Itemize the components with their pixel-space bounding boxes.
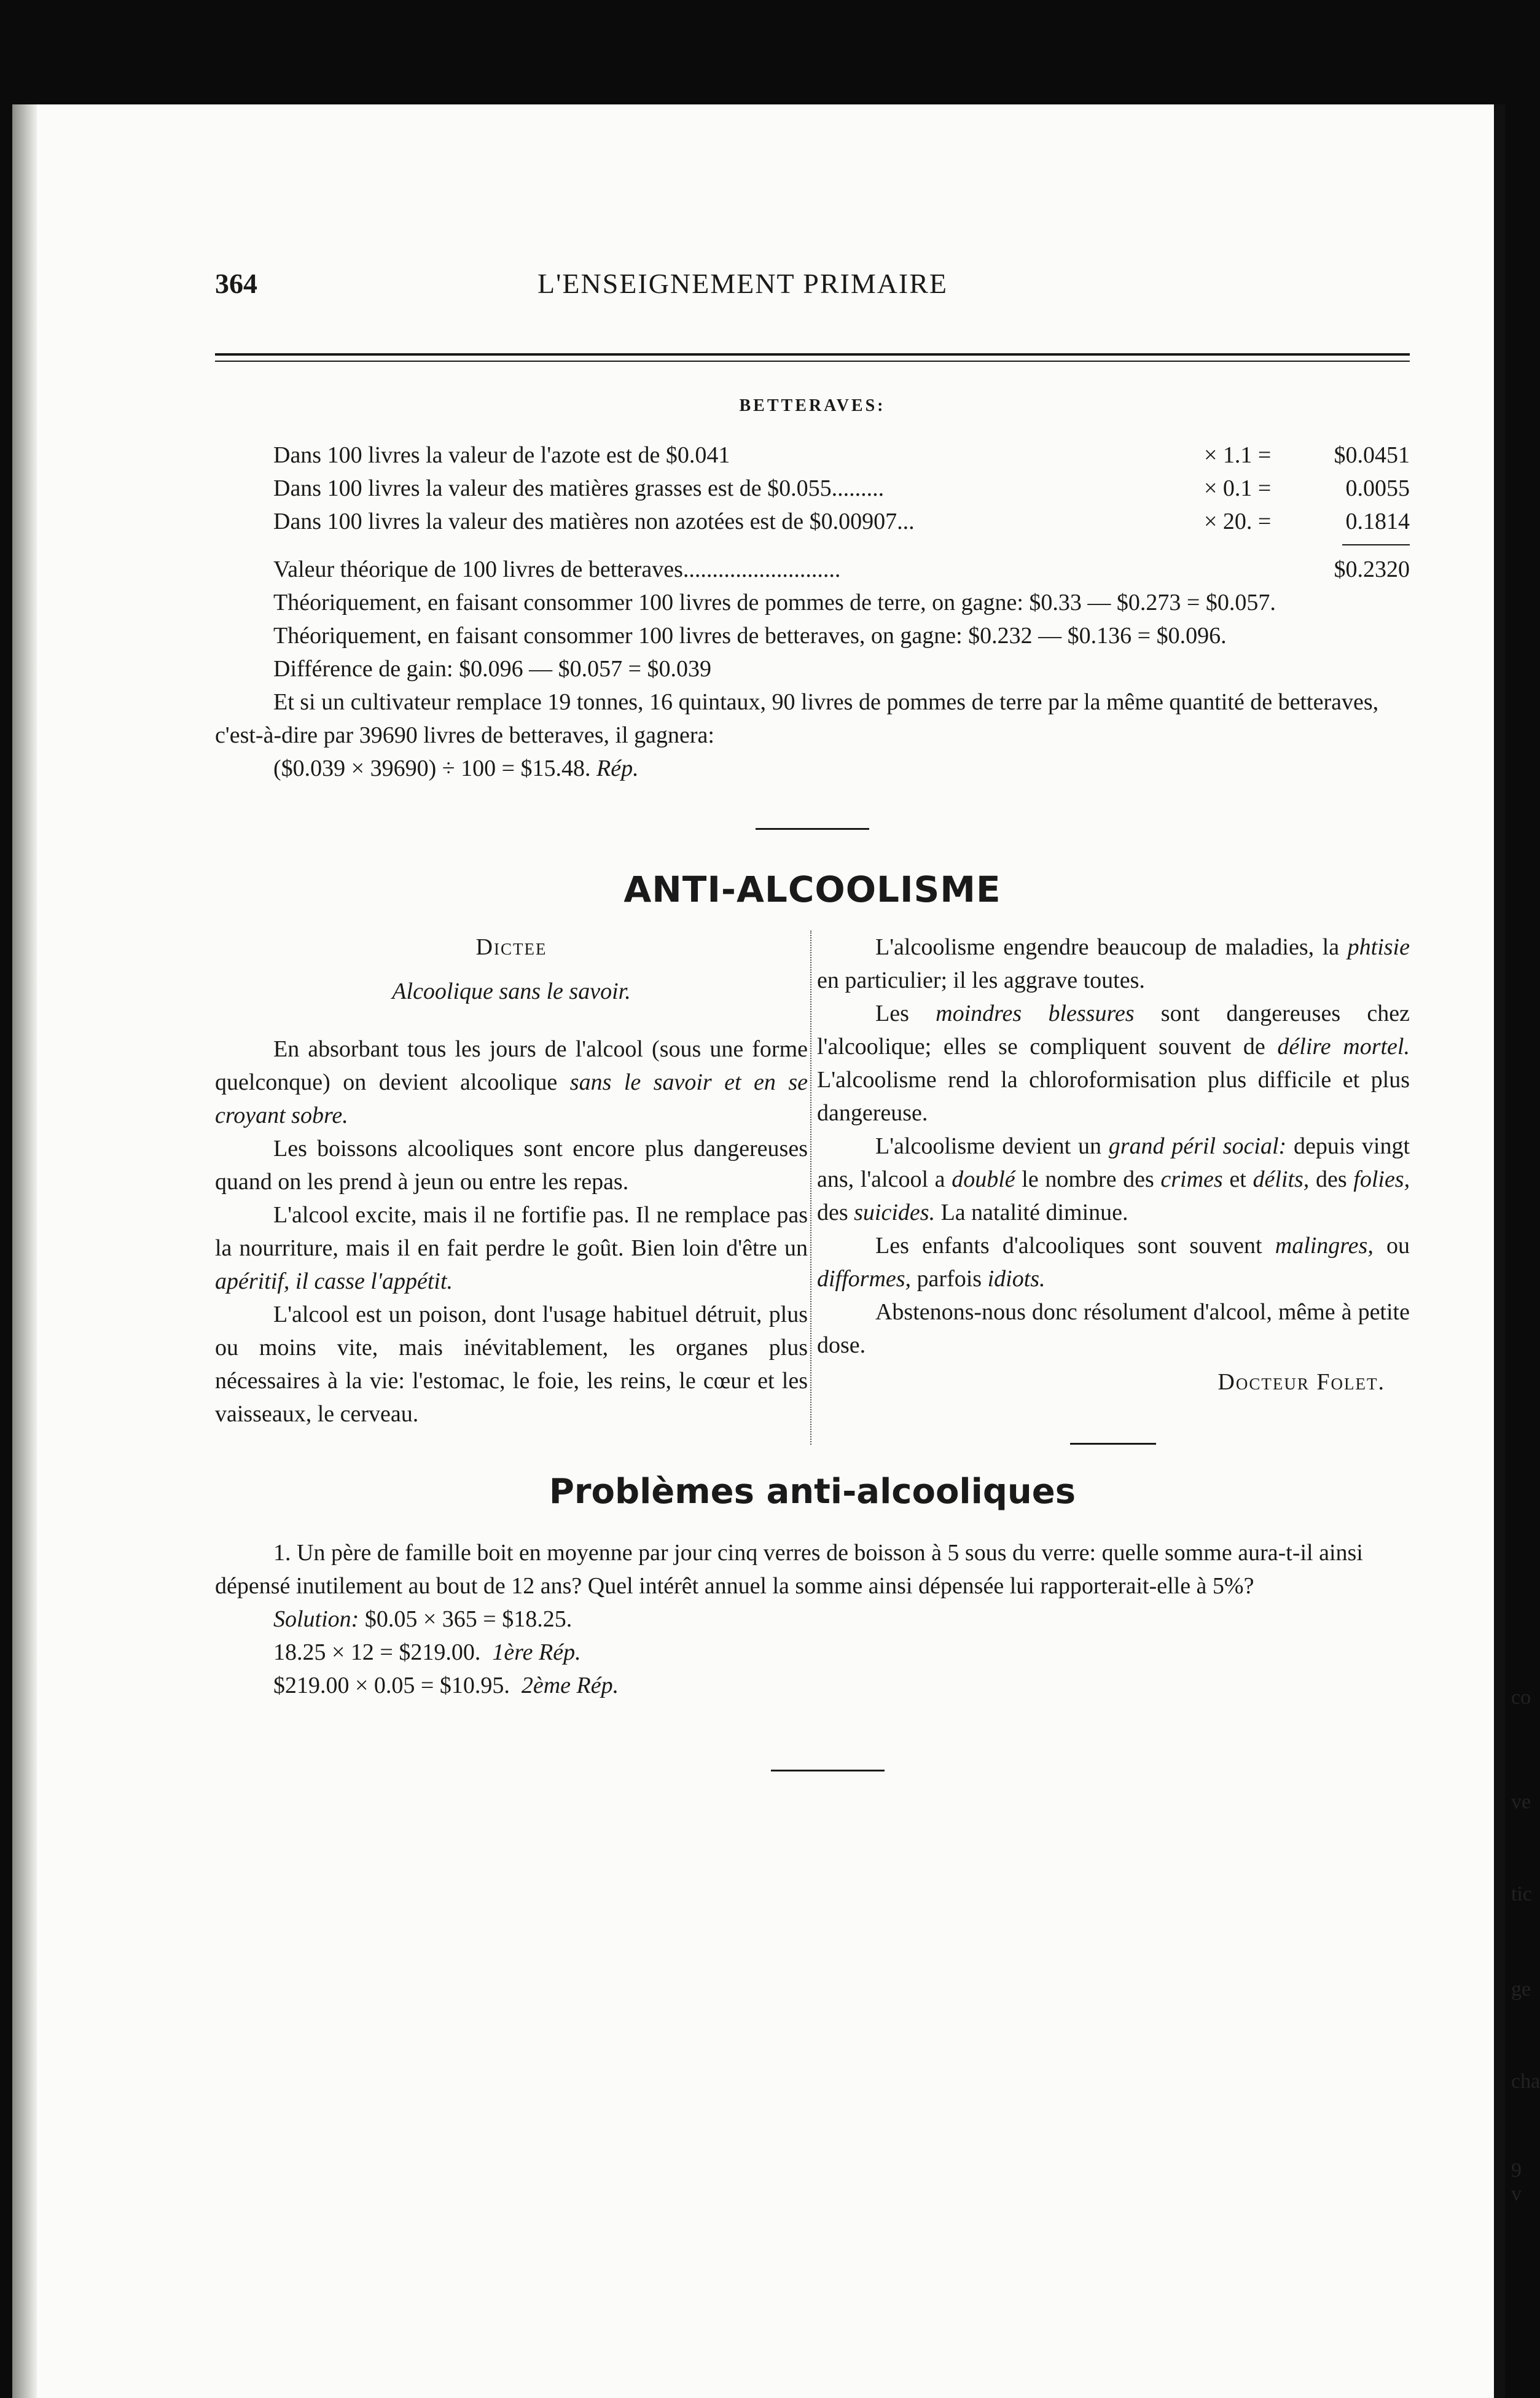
- solution-rep: 2ème Rép.: [521, 1673, 619, 1698]
- header-rule: [215, 353, 1410, 356]
- page-number: 364: [215, 268, 257, 299]
- italic-text: phtisie: [1347, 934, 1410, 960]
- calc-row: [215, 505, 1410, 538]
- paragraph: Théoriquement, en faisant consommer 100 livres de pommes de terre, on gagne: $0.33 — $0.273 = $0.057.: [273, 590, 1276, 615]
- header-rule-thin: [215, 361, 1410, 362]
- margin-fragment: cha: [1511, 2070, 1540, 2093]
- left-column: [215, 931, 808, 1445]
- italic-text: idiots.: [987, 1266, 1046, 1292]
- solution-line: [215, 1603, 1410, 1636]
- two-columns: [215, 931, 1410, 1445]
- margin-fragment: 9 v: [1511, 2159, 1522, 2205]
- column-divider: [810, 931, 813, 1445]
- page-content: [215, 267, 1410, 1771]
- text: ou: [1386, 1233, 1410, 1259]
- italic-text: doublé: [952, 1166, 1015, 1192]
- solution-text: 18.25 × 12 = $219.00.: [273, 1639, 481, 1665]
- italic-text: délire mortel.: [1277, 1034, 1410, 1060]
- total-row: [215, 553, 1410, 586]
- column-end-rule: [1070, 1443, 1156, 1445]
- sum-rule: [1342, 544, 1410, 545]
- italic-text: malingres,: [1275, 1233, 1374, 1259]
- text: Les enfants d'alcooliques sont souvent: [875, 1233, 1262, 1259]
- margin-fragment: tic: [1511, 1883, 1532, 1905]
- calc-row: [215, 439, 1410, 472]
- solution-text: $0.05 × 365 = $18.25.: [364, 1606, 573, 1632]
- paragraph: Abstenons-nous donc résolument d'alcool, même à petite dose.: [816, 1299, 1410, 1358]
- signature: Docteur Folet.: [1218, 1369, 1385, 1395]
- text: des: [1315, 1166, 1347, 1192]
- calc-result: $0.0451: [1334, 442, 1410, 468]
- anti-alcoolisme-title: ANTI-ALCOOLISME: [623, 869, 1001, 910]
- italic-text: apéritif, il casse l'appétit.: [215, 1268, 453, 1294]
- total-label: Valeur théorique de 100 livres de betteraves...........................: [273, 557, 841, 582]
- paragraph: Les boissons alcooliques sont encore plus dangereuses quand on les prend à jeun ou entre les repas.: [215, 1136, 808, 1195]
- calc-mult: × 0.1 =: [1204, 475, 1272, 501]
- italic-text: sans le savoir et en se croyant sobre.: [215, 1069, 808, 1128]
- solution-label: Solution:: [273, 1606, 359, 1632]
- betteraves-label: BETTERAVES:: [739, 396, 886, 415]
- italic-text: folies,: [1353, 1166, 1410, 1192]
- italic-text: difformes,: [816, 1266, 912, 1292]
- calc-row: [215, 472, 1410, 505]
- total-value: $0.2320: [1334, 557, 1410, 582]
- text: L'alcoolisme devient un: [875, 1133, 1101, 1159]
- calc-result: 0.1814: [1345, 509, 1410, 534]
- paragraph: Et si un cultivateur remplace 19 tonnes, 16 quintaux, 90 livres de pommes de terre par la même quantité de betteraves, c'est-à-dire par 39690 livres de betteraves, il gagnera:: [215, 689, 1379, 748]
- solution-line: [215, 1669, 1410, 1702]
- text: parfois: [917, 1266, 982, 1292]
- margin-fragment: ge: [1511, 1978, 1531, 2001]
- text: La natalité diminue.: [940, 1200, 1128, 1225]
- problem-statement: 1. Un père de famille boit en moyenne par jour cinq verres de boisson à 5 sous du verre: quelle somme aura-t-il ainsi dépensé inutilement au bout de 12 ans? Quel intérêt annuel la somme ainsi dépensée lui rapporterait-elle à 5%?: [215, 1540, 1363, 1599]
- calc-mult: × 20. =: [1204, 509, 1272, 534]
- paragraph: Différence de gain: $0.096 — $0.057 = $0.039: [273, 656, 712, 682]
- formula: [215, 752, 1410, 785]
- calc-text: Dans 100 livres la valeur des matières grasses est de $0.055.........: [273, 475, 885, 501]
- italic-text: délits,: [1253, 1166, 1310, 1192]
- margin-fragment: co: [1511, 1686, 1531, 1709]
- calc-text: Dans 100 livres la valeur de l'azote est de $0.041: [273, 442, 730, 468]
- italic-text: crimes: [1160, 1166, 1223, 1192]
- text: le nombre des: [1022, 1166, 1154, 1192]
- page-spine: [12, 104, 37, 2398]
- right-column: [816, 931, 1410, 1445]
- running-header: [215, 267, 1410, 310]
- paragraph: [817, 1229, 1410, 1295]
- paragraph: Théoriquement, en faisant consommer 100 livres de betteraves, on gagne: $0.232 — $0.136 = $0.096.: [273, 623, 1227, 649]
- text: sont dangereuses chez l'alcoolique; elles se compliquent souvent de: [816, 1001, 1410, 1060]
- text: En absorbant tous les jours de l'alcool (sous une forme quelconque) on devient alcoolique: [215, 1036, 808, 1095]
- section-rule: [756, 828, 869, 830]
- paragraph: [817, 931, 1410, 997]
- problemes-title: Problèmes anti-alcooliques: [549, 1472, 1076, 1512]
- italic-text: moindres blessures: [936, 1001, 1135, 1026]
- paragraph: [215, 1198, 808, 1298]
- paragraph: [215, 1033, 808, 1132]
- paragraph: [817, 997, 1410, 1130]
- book-page: [12, 104, 1540, 2398]
- text: L'alcoolisme rend la chloroformisation plus difficile et plus dangereuse.: [816, 1067, 1410, 1126]
- solution-rep: 1ère Rép.: [492, 1639, 581, 1665]
- dictee-label: Dictee: [475, 934, 547, 960]
- formula-text: ($0.039 × 39690) ÷ 100 = $15.48.: [273, 756, 591, 781]
- calc-text: Dans 100 livres la valeur des matières non azotées est de $0.00907...: [273, 509, 915, 534]
- paragraph: L'alcool est un poison, dont l'usage habituel détruit, plus ou moins vite, mais inévitablement, les organes plus nécessaires à la vie: l'estomac, le foie, les reins, le cœur et les vaisseaux, le cerveau.: [215, 1302, 808, 1427]
- margin-fragment: ve: [1511, 1791, 1531, 1813]
- text: L'alcool excite, mais il ne fortifie pas. Il ne remplace pas la nourriture, mais il en fait perdre le goût. Bien loin d'être un: [215, 1202, 808, 1261]
- solution-line: [215, 1636, 1410, 1669]
- calc-result: 0.0055: [1345, 475, 1410, 501]
- text: Les: [875, 1001, 909, 1026]
- text: en particulier; il les aggrave toutes.: [816, 967, 1145, 993]
- italic-text: grand péril social:: [1108, 1133, 1287, 1159]
- solution-text: $219.00 × 0.05 = $10.95.: [273, 1673, 510, 1698]
- dictee-subtitle: Alcoolique sans le savoir.: [392, 978, 631, 1004]
- running-title: L'ENSEIGNEMENT PRIMAIRE: [537, 268, 948, 299]
- bottom-rule: [771, 1770, 885, 1771]
- text: L'alcoolisme engendre beaucoup de maladies, la: [875, 934, 1340, 960]
- paragraph: [817, 1130, 1410, 1229]
- italic-text: suicides.: [854, 1200, 936, 1225]
- text: depuis vingt ans, l'alcool a: [816, 1133, 1410, 1192]
- next-page-edge: [1494, 104, 1505, 2398]
- text: des: [816, 1200, 848, 1225]
- text: et: [1229, 1166, 1246, 1192]
- calc-mult: × 1.1 =: [1204, 442, 1272, 468]
- formula-rep: Rép.: [596, 756, 639, 781]
